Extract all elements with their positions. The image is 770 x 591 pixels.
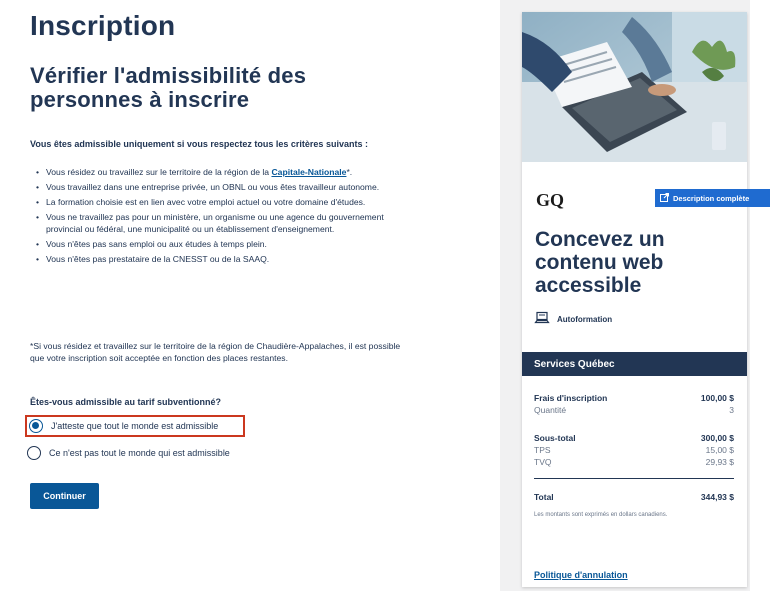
tps-label: TPS bbox=[534, 445, 551, 455]
tvq-label: TVQ bbox=[534, 457, 552, 467]
full-description-button[interactable] bbox=[655, 189, 770, 207]
course-title: Concevez un contenu web accessible bbox=[535, 228, 665, 297]
total-label: Total bbox=[534, 492, 554, 502]
cancellation-policy-link[interactable]: Politique d'annulation bbox=[534, 570, 628, 580]
subtotal-value: 300,00 $ bbox=[700, 433, 734, 443]
fees-value: 100,00 $ bbox=[700, 393, 734, 403]
total-value: 344,93 $ bbox=[700, 492, 734, 502]
laptop-icon bbox=[535, 312, 549, 326]
criteria-item: • Vous n'êtes pas prestataire de la CNESST ou de la SAAQ. bbox=[36, 253, 416, 265]
full-description-label: Description complète bbox=[673, 193, 750, 203]
subtotal-label: Sous-total bbox=[534, 433, 576, 443]
criteria-item bbox=[36, 166, 416, 178]
external-link-icon bbox=[660, 193, 669, 204]
course-mode bbox=[535, 312, 612, 326]
radio-selected-icon[interactable] bbox=[29, 419, 43, 433]
criteria-item: • La formation choisie est en lien avec votre emploi actuel ou votre domaine d'études. bbox=[36, 196, 416, 208]
criteria-list bbox=[36, 166, 416, 268]
capitale-nationale-link[interactable]: Capitale-Nationale bbox=[271, 167, 347, 177]
quantity-value: 3 bbox=[729, 405, 734, 415]
price-summary bbox=[534, 392, 734, 518]
criteria-text: Vous résidez ou travaillez sur le territoire de la région de la bbox=[46, 167, 272, 177]
continue-button[interactable]: Continuer bbox=[30, 483, 99, 509]
svg-text:GQ: GQ bbox=[536, 190, 565, 210]
criteria-lead: Vous êtes admissible uniquement si vous respectez tous les critères suivants : bbox=[30, 139, 368, 149]
criteria-text: *. bbox=[346, 167, 353, 177]
tps-value: 15,00 $ bbox=[705, 445, 734, 455]
quebec-logo bbox=[536, 188, 565, 215]
page-title: Inscription bbox=[30, 10, 176, 41]
total-row bbox=[534, 491, 734, 503]
radio-label-no: Ce n'est pas tout le monde qui est admissible bbox=[49, 448, 230, 458]
radio-option-no[interactable] bbox=[27, 442, 230, 464]
tvq-value: 29,93 $ bbox=[705, 457, 734, 467]
quantity-row bbox=[534, 404, 734, 416]
course-card bbox=[522, 12, 750, 587]
criteria-item: • Vous travaillez dans une entreprise privée, un OBNL ou vous êtes travailleur autonome. bbox=[36, 181, 416, 193]
divider bbox=[534, 478, 734, 479]
eligibility-question: Êtes-vous admissible au tarif subventionné? bbox=[30, 397, 222, 407]
radio-option-yes[interactable] bbox=[25, 415, 245, 437]
criteria-item: • Vous ne travaillez pas pour un ministère, un organisme ou une agence du gouvernement provincial ou fédéral, une municipalité ou un établissement d'enseignement. bbox=[36, 211, 416, 235]
sidebar bbox=[500, 0, 750, 591]
fees-label: Frais d'inscription bbox=[534, 393, 608, 403]
provider-band: Services Québec bbox=[522, 352, 747, 376]
course-mode-label: Autoformation bbox=[557, 314, 613, 324]
radio-unselected-icon[interactable] bbox=[27, 446, 41, 460]
section-title: Vérifier l'admissibilité des personnes à inscrire bbox=[30, 63, 307, 112]
region-note: *Si vous résidez et travaillez sur le territoire de la région de Chaudière-Appalaches, il est possible que votre inscription soit acceptée en fonction des places restantes. bbox=[30, 341, 401, 363]
fees-row bbox=[534, 392, 734, 404]
currency-note: Les montants sont exprimés en dollars canadiens. bbox=[534, 512, 668, 518]
subtotal-row bbox=[534, 432, 734, 444]
course-photo bbox=[522, 12, 747, 162]
quantity-label: Quantité bbox=[534, 405, 567, 415]
tps-row bbox=[534, 444, 734, 456]
tvq-row bbox=[534, 456, 734, 468]
criteria-item: • Vous n'êtes pas sans emploi ou aux études à temps plein. bbox=[36, 238, 416, 250]
radio-label-yes: J'atteste que tout le monde est admissible bbox=[51, 421, 219, 431]
